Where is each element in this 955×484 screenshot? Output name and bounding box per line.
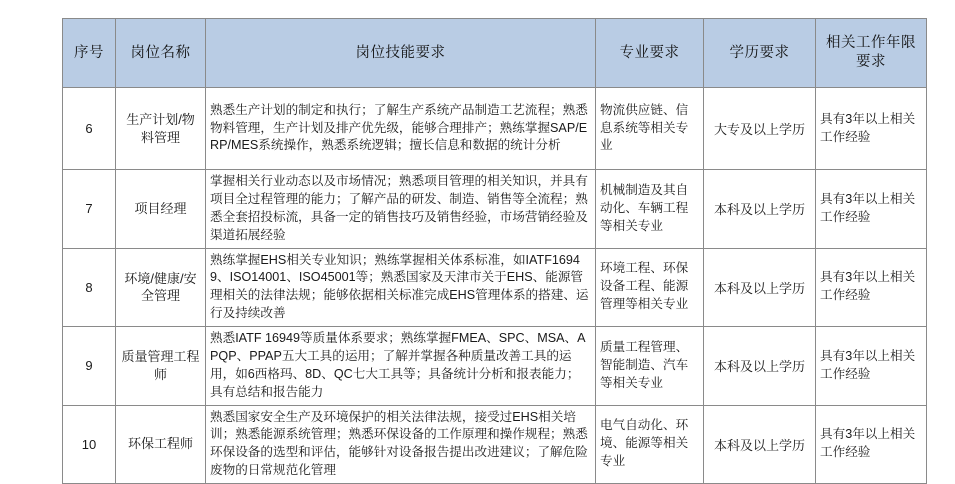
cell-major: 电气自动化、环境、能源等相关专业 <box>596 405 704 484</box>
cell-no: 10 <box>63 405 116 484</box>
column-header-no: 序号 <box>63 19 116 88</box>
cell-major: 物流供应链、信息系统等相关专业 <box>596 88 704 170</box>
cell-education: 本科及以上学历 <box>704 170 816 249</box>
cell-experience: 具有3年以上相关工作经验 <box>816 405 927 484</box>
table-body <box>63 88 927 484</box>
column-header-skill-requirements: 岗位技能要求 <box>206 19 596 88</box>
cell-major: 质量工程管理、智能制造、汽车等相关专业 <box>596 327 704 406</box>
cell-education: 本科及以上学历 <box>704 405 816 484</box>
job-requirements-table <box>62 18 927 484</box>
cell-education: 本科及以上学历 <box>704 248 816 327</box>
cell-experience: 具有3年以上相关工作经验 <box>816 170 927 249</box>
table-header <box>63 19 927 88</box>
table-row <box>63 88 927 170</box>
table-row <box>63 405 927 484</box>
cell-skill: 熟悉国家安全生产及环境保护的相关法律法规，接受过EHS相关培训；熟悉能源系统管理；熟悉环保设备的工作原理和操作规程；熟悉环保设备的选型和评估，能够针对设备报告提出改进建议；了解危险废物的日常规范化管理 <box>206 405 596 484</box>
table-row <box>63 248 927 327</box>
column-header-education-requirements: 学历要求 <box>704 19 816 88</box>
table-row <box>63 170 927 249</box>
column-header-job-title: 岗位名称 <box>116 19 206 88</box>
cell-job-title: 环保工程师 <box>116 405 206 484</box>
cell-experience: 具有3年以上相关工作经验 <box>816 248 927 327</box>
cell-no: 6 <box>63 88 116 170</box>
column-header-experience-requirements: 相关工作年限要求 <box>816 19 927 88</box>
cell-skill: 熟练掌握EHS相关专业知识；熟练掌握相关体系标准，如IATF16949、ISO14001、ISO45001等；熟悉国家及天津市关于EHS、能源管理相关的法律法规；能够依据相关标准完成EHS管理体系的搭建、运行及持续改善 <box>206 248 596 327</box>
cell-experience: 具有3年以上相关工作经验 <box>816 327 927 406</box>
header-row <box>63 19 927 88</box>
cell-major: 机械制造及其自动化、车辆工程等相关专业 <box>596 170 704 249</box>
cell-no: 9 <box>63 327 116 406</box>
cell-job-title: 环境/健康/安全管理 <box>116 248 206 327</box>
cell-job-title: 项目经理 <box>116 170 206 249</box>
cell-job-title: 生产计划/物料管理 <box>116 88 206 170</box>
cell-no: 7 <box>63 170 116 249</box>
cell-education: 本科及以上学历 <box>704 327 816 406</box>
cell-skill: 熟悉生产计划的制定和执行；了解生产系统产品制造工艺流程；熟悉物料管理，生产计划及排产优先级，能够合理排产；熟练掌握SAP/ERP/MES系统操作，熟悉系统逻辑；擅长信息和数据的统计分析 <box>206 88 596 170</box>
cell-job-title: 质量管理工程师 <box>116 327 206 406</box>
cell-major: 环境工程、环保设备工程、能源管理等相关专业 <box>596 248 704 327</box>
table-row <box>63 327 927 406</box>
cell-skill: 熟悉IATF 16949等质量体系要求；熟练掌握FMEA、SPC、MSA、APQP、PPAP五大工具的运用；了解并掌握各种质量改善工具的运用，如6西格玛、8D、QC七大工具等；具备统计分析和报表能力；具有总结和报告能力 <box>206 327 596 406</box>
cell-education: 大专及以上学历 <box>704 88 816 170</box>
cell-experience: 具有3年以上相关工作经验 <box>816 88 927 170</box>
column-header-major-requirements: 专业要求 <box>596 19 704 88</box>
cell-skill: 掌握相关行业动态以及市场情况；熟悉项目管理的相关知识，并具有项目全过程管理的能力；了解产品的研发、制造、销售等全流程；熟悉全套招投标流，具备一定的销售技巧及销售经验，市场营销经验及渠道拓展经验 <box>206 170 596 249</box>
cell-no: 8 <box>63 248 116 327</box>
